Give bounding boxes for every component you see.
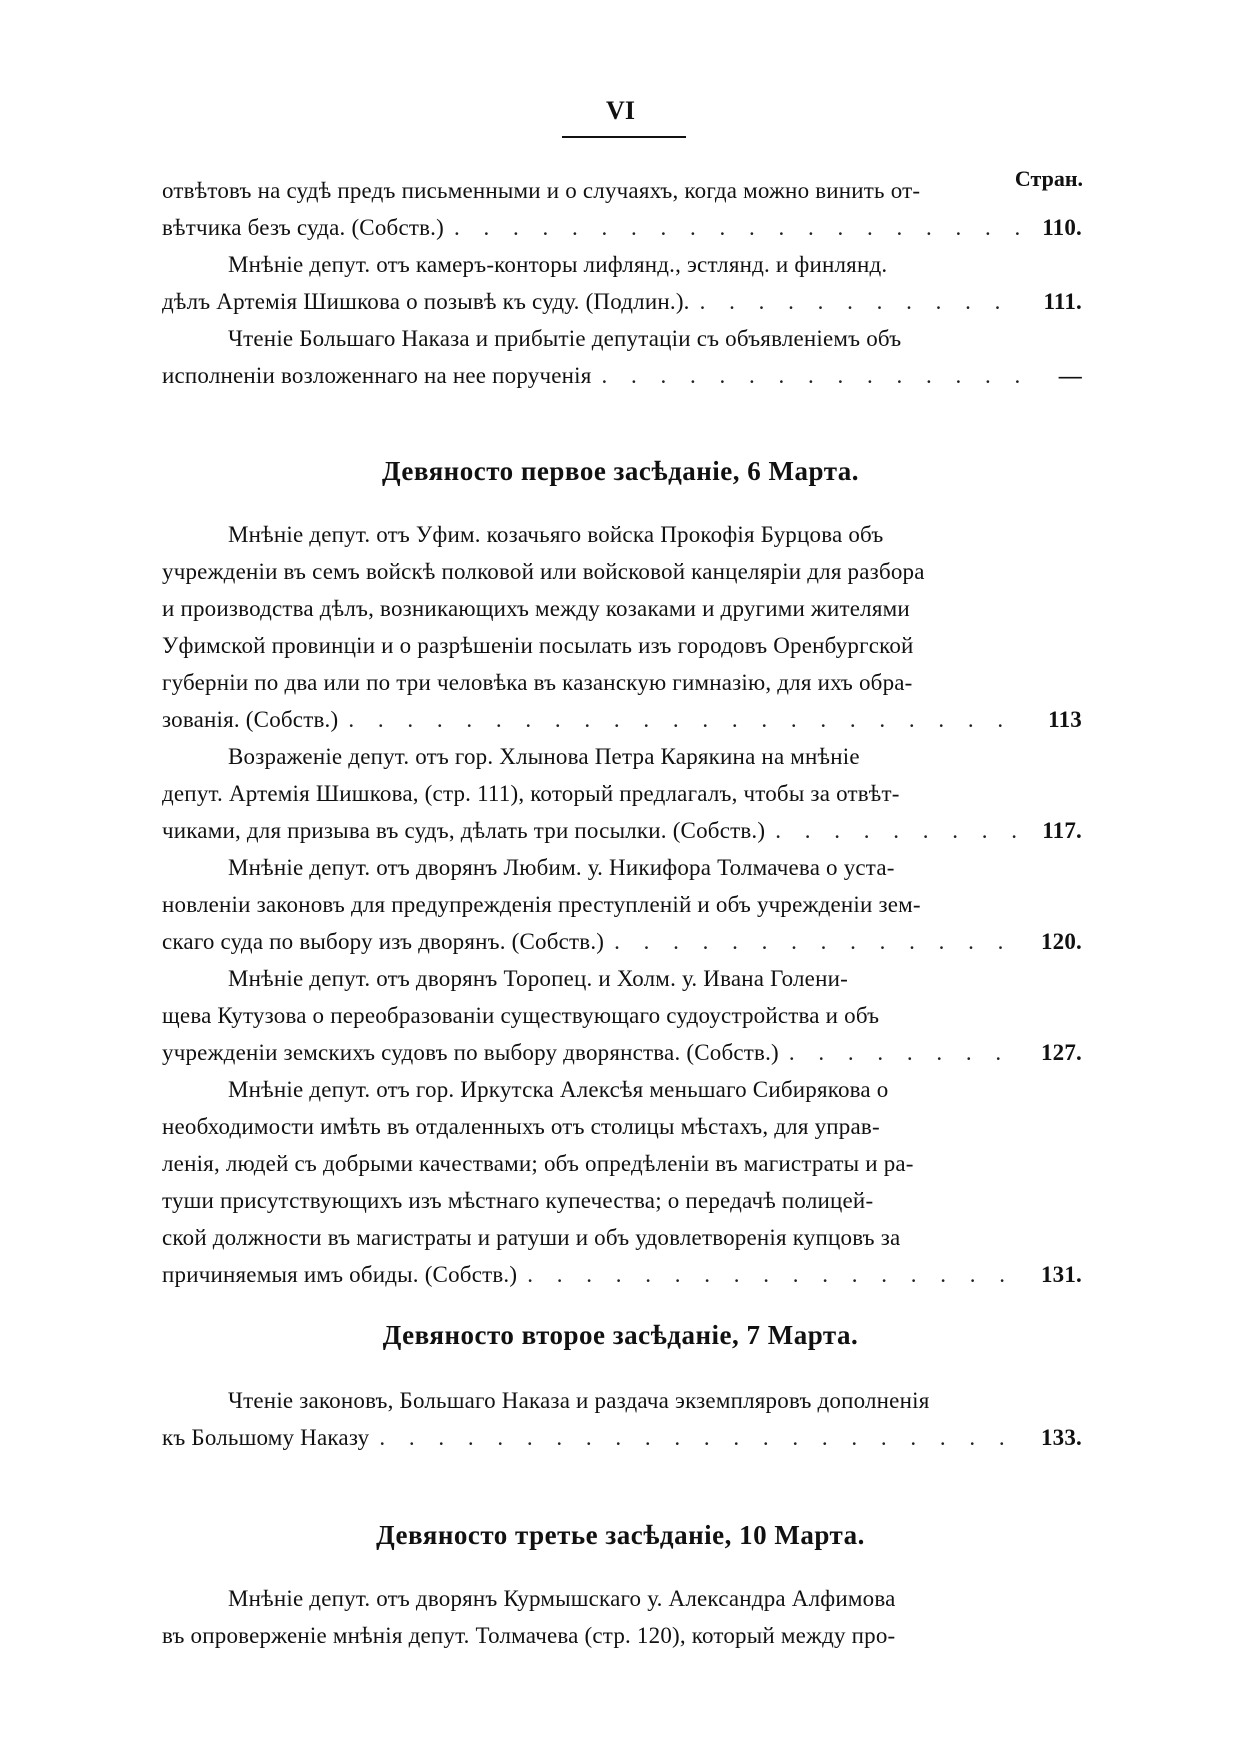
- page-number-rule: [562, 136, 686, 138]
- toc-line: чиками, для призыва въ судъ, дѣлать три посылки. (Собств.) . . . 117.: [162, 812, 1082, 849]
- toc-line: скаго суда по выбору изъ дворянъ. (Собств.) . . . 120.: [162, 923, 1082, 960]
- toc-line: Мнѣніе депут. отъ дворянъ Торопец. и Холм. у. Ивана Голени-: [228, 966, 848, 991]
- page-column-label: Стран.: [1014, 166, 1083, 191]
- toc-line: Мнѣніе депут. отъ дворянъ Курмышскаго у. Александра Алфимова: [228, 1586, 896, 1611]
- toc-line: учрежденіи въ семъ войскѣ полковой или войсковой канцеляріи для разбора: [162, 559, 925, 584]
- toc-line: щева Кутузова о переобразованіи существующаго судоустройства и объ: [162, 1003, 880, 1028]
- page-ref: —: [1058, 363, 1082, 388]
- toc-line: вѣтчика безъ суда. (Собств.) . . . 110.: [162, 209, 1082, 246]
- page-ref: 113: [1048, 707, 1082, 732]
- toc-line: Мнѣніе депут. отъ камеръ-конторы лифлянд., эстлянд. и финлянд.: [228, 252, 888, 277]
- page-ref: 110.: [1042, 215, 1082, 240]
- toc-line: Чтеніе законовъ, Большаго Наказа и раздача экземпляровъ дополненія: [228, 1388, 930, 1413]
- toc-line: необходимости имѣть въ отдаленныхъ отъ столицы мѣстахъ, для управ-: [162, 1114, 880, 1139]
- page-ref: 133.: [1040, 1425, 1082, 1450]
- session-heading: Девяносто третье засѣданіе, 10 Марта.: [376, 1520, 865, 1550]
- toc-line: въ опроверженіе мнѣнія депут. Толмачева (стр. 120), который между про-: [162, 1623, 896, 1648]
- session-heading: Девяносто второе засѣданіе, 7 Марта.: [382, 1320, 859, 1350]
- session-92-entries: [162, 1382, 1082, 1456]
- toc-line: ской должности въ магистраты и ратуши и объ удовлетворенія купцовъ за: [162, 1225, 901, 1250]
- page-ref: 127.: [1040, 1040, 1082, 1065]
- toc-line: ленія, людей съ добрыми качествами; объ опредѣленіи въ магистраты и ра-: [162, 1151, 914, 1176]
- toc-line: Мнѣніе депут. отъ гор. Иркутска Алексѣя меньшаго Сибирякова о: [228, 1077, 889, 1102]
- toc-line: новленіи законовъ для предупрежденія преступленій и объ учрежденіи зем-: [162, 892, 921, 917]
- page-ref: 117.: [1042, 818, 1082, 843]
- toc-line: Возраженіе депут. отъ гор. Хлынова Петра Карякина на мнѣніе: [228, 744, 860, 769]
- toc-line: Мнѣніе депут. отъ Уфим. козачьяго войска Прокофія Бурцова объ: [228, 522, 884, 547]
- page-ref: 120.: [1040, 929, 1082, 954]
- session-heading: Девяносто первое засѣданіе, 6 Марта.: [381, 456, 860, 486]
- toc-line: исполненіи возложеннаго на нее порученія . . . —: [162, 357, 1082, 394]
- session-91-entries: [162, 516, 1082, 1293]
- page-ref: 111.: [1043, 289, 1082, 314]
- toc-line: губерніи по два или по три человѣка въ казанскую гимназію, для ихъ обра-: [162, 670, 913, 695]
- toc-line: Чтеніе Большаго Наказа и прибытіе депутаціи съ объявленіемъ объ: [228, 326, 902, 351]
- toc-line: зованія. (Собств.) . . . 113: [162, 701, 1082, 738]
- page-ref: 131.: [1040, 1262, 1082, 1287]
- toc-line: Уфимской провинціи и о разрѣшеніи посылать изъ городовъ Оренбургской: [162, 633, 914, 658]
- continuation-block: [162, 172, 1082, 394]
- toc-line: отвѣтовъ на судѣ предъ письменными и о случаяхъ, когда можно винить от-: [162, 178, 921, 203]
- toc-line: депут. Артемія Шишкова, (стр. 111), который предлагалъ, чтобы за отвѣт-: [162, 781, 900, 806]
- toc-line: къ Большому Наказу . . . 133.: [162, 1419, 1082, 1456]
- toc-line: Мнѣніе депут. отъ дворянъ Любим. у. Никифора Толмачева о уста-: [228, 855, 895, 880]
- toc-line: дѣлъ Артемія Шишкова о позывѣ къ суду. (Подлин.). . . . 111.: [162, 283, 1082, 320]
- page-number: VI: [606, 96, 635, 125]
- toc-line: причиняемыя имъ обиды. (Собств.) . . . 131.: [162, 1256, 1082, 1293]
- toc-line: туши присутствующихъ изъ мѣстнаго купечества; о передачѣ полицей-: [162, 1188, 874, 1213]
- toc-line: учрежденіи земскихъ судовъ по выбору дворянства. (Собств.) . . . 127.: [162, 1034, 1082, 1071]
- session-93-entries: [162, 1580, 1082, 1654]
- toc-line: и производства дѣлъ, возникающихъ между козаками и другими жителями: [162, 596, 910, 621]
